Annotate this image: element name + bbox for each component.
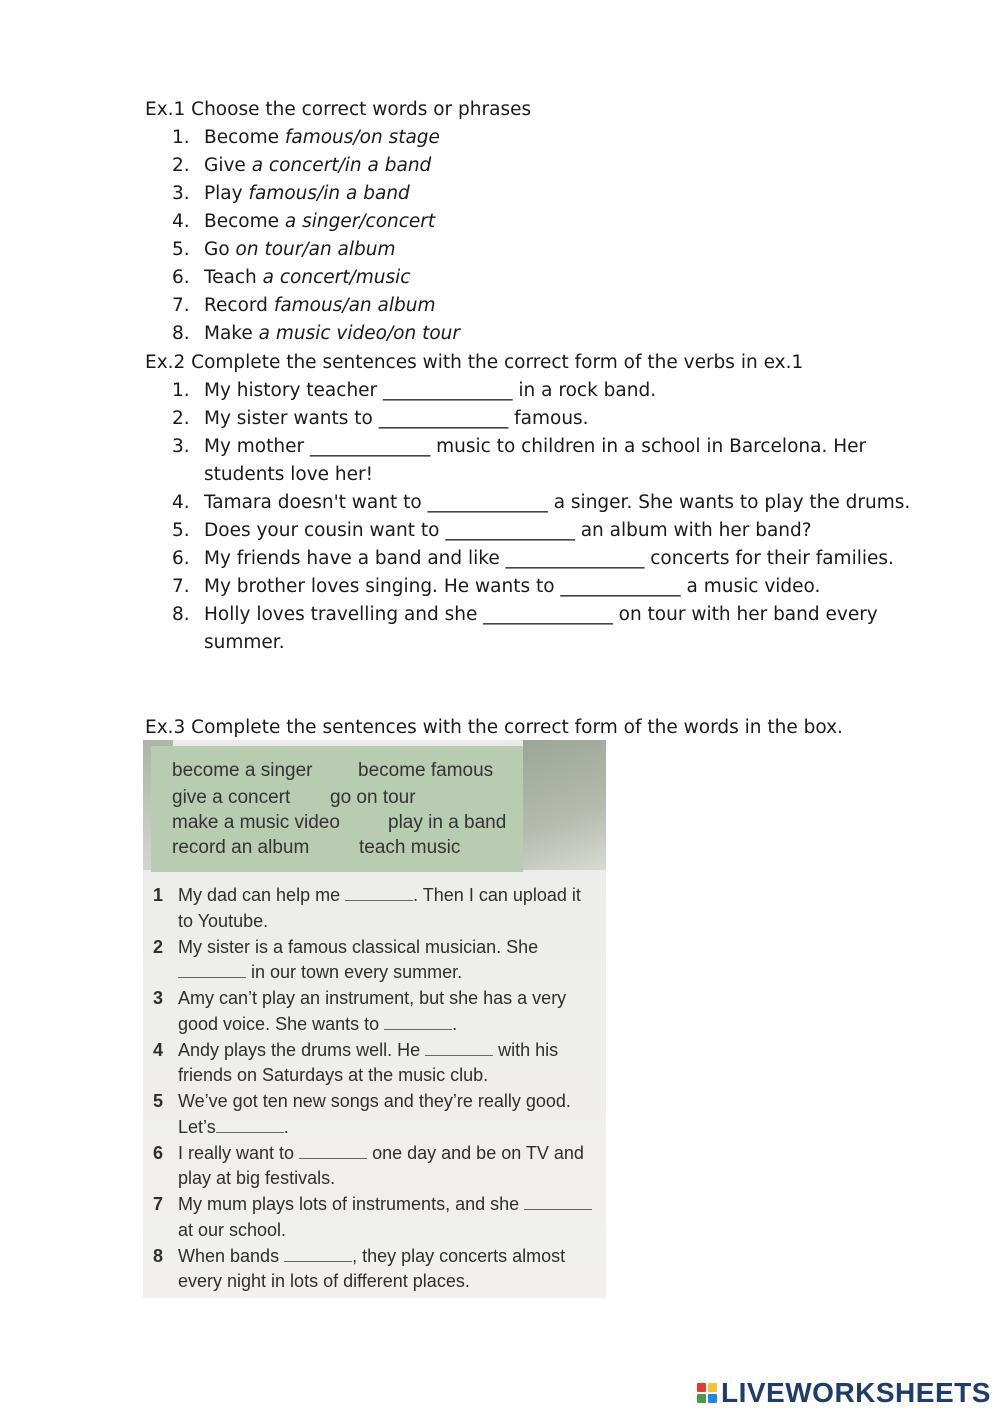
list-item: 7 My mum plays lots of instruments, and she at our school.: [151, 1192, 596, 1243]
word-box-phrase: become a singer: [172, 760, 313, 781]
list-item: 4 Andy plays the drums well. He with his friends on Saturdays at the music club.: [153, 1039, 559, 1085]
logo-text: LIVEWORKSHEETS: [721, 1377, 991, 1408]
word-box-phrase: become famous: [358, 760, 494, 781]
list-item: 6. My friends have a band and like _______________ concerts for their families.: [172, 548, 894, 569]
word-box: [151, 746, 523, 872]
list-item: 2. My sister wants to ______________ famous.: [172, 408, 589, 429]
word-box-phrase: go on tour: [330, 787, 416, 808]
list-item: 4. Become a singer/concert: [172, 211, 436, 232]
list-item: 6 I really want to one day and be on TV and play at big festivals.: [153, 1142, 584, 1188]
textbook-photo: [143, 740, 606, 1298]
list-item: 2 My sister is a famous classical musician. She in our town every summer.: [153, 936, 539, 982]
list-item: 8. Make a music video/on tour: [172, 323, 461, 344]
list-item: 8 When bands , they play concerts almost every night in lots of different places.: [153, 1245, 566, 1291]
photo-background: [523, 740, 606, 870]
word-box-phrase: give a concert: [172, 787, 291, 808]
list-item: 3. Play famous/in a band: [172, 183, 410, 204]
logo-mark-icon: [697, 1383, 717, 1403]
ex2-list: [172, 377, 932, 657]
word-box-phrase: teach music: [359, 837, 461, 858]
list-item: 7. My brother loves singing. He wants to _____________ a music video.: [172, 576, 821, 597]
list-item: 5. Go on tour/an album: [172, 239, 396, 260]
liveworksheets-logo[interactable]: [697, 1374, 991, 1412]
ex2-heading: Ex.2 Complete the sentences with the correct form of the verbs in ex.1: [145, 352, 804, 373]
list-item: 1 My dad can help me . Then I can upload it to Youtube.: [153, 885, 581, 931]
list-item: 7. Record famous/an album: [172, 295, 436, 316]
list-item: 1. Become famous/on stage: [172, 127, 440, 148]
list-item: 3. My mother _____________ music to children in a school in Barcelona. Her students love her!: [172, 436, 867, 485]
ex1-heading: Ex.1 Choose the correct words or phrases: [145, 99, 532, 120]
list-item: 3 Amy can’t play an instrument, but she has a very good voice. She wants to .: [153, 988, 567, 1034]
list-item: 5. Does your cousin want to ______________ an album with her band?: [172, 520, 812, 541]
list-item: 2. Give a concert/in a band: [172, 155, 432, 176]
word-box-phrase: play in a band: [388, 812, 507, 833]
list-item: 1. My history teacher ______________ in a rock band.: [172, 380, 657, 401]
word-box-phrase: record an album: [172, 837, 310, 858]
list-item: 8. Holly loves travelling and she ______________ on tour with her band every summer.: [172, 604, 878, 653]
list-item: 5 We’ve got ten new songs and they’re really good. Let’s .: [153, 1091, 571, 1137]
word-box-phrase: make a music video: [172, 812, 340, 833]
ex1-list: [172, 124, 932, 348]
list-item: 6. Teach a concert/music: [172, 267, 411, 288]
ex3-list: [151, 883, 596, 1295]
ex3-heading: Ex.3 Complete the sentences with the correct form of the words in the box.: [145, 717, 843, 738]
list-item: 4. Tamara doesn't want to _____________ a singer. She wants to play the drums.: [172, 492, 911, 513]
